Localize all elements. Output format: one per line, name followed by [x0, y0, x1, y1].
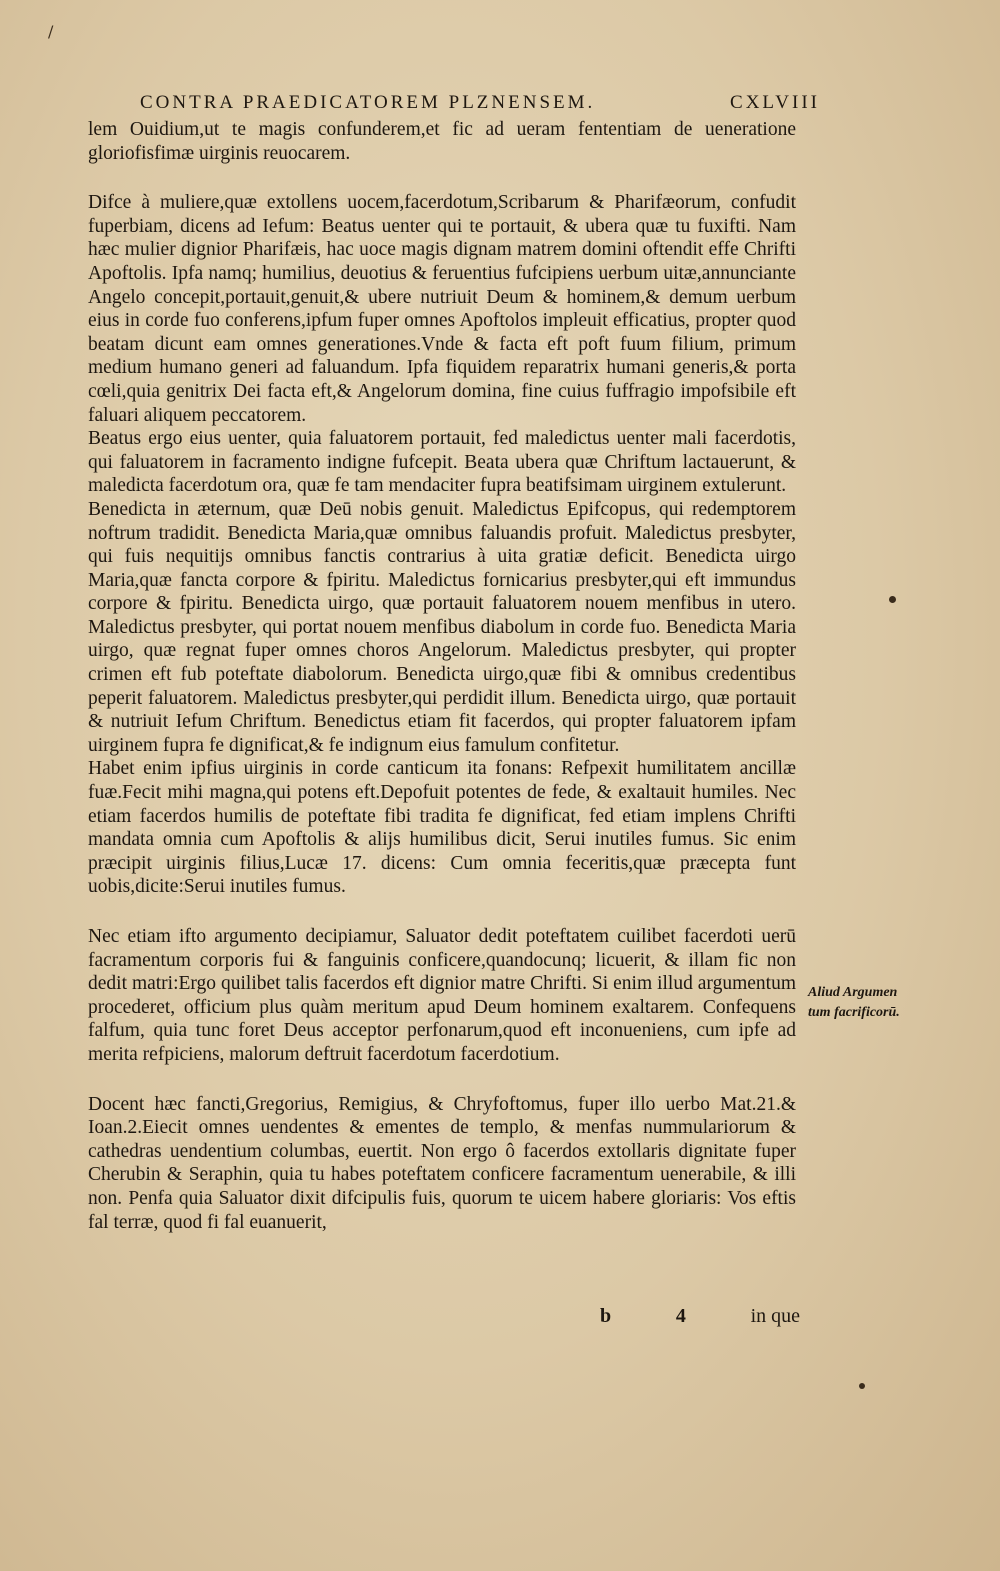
signature-line [600, 1305, 800, 1328]
running-title: CONTRA PRAEDICATOREM PLZNENSEM. [140, 92, 596, 113]
marginal-note-line-2: tum facrificorū. [808, 1005, 900, 1020]
paragraph-6: Nec etiam ifto argumento decipiamur, Saluator dedit poteftatem cuilibet facerdoti uerū facramentum corporis fui & fanguinis conficere,quandocunq; licuerit, & illam fic non dedit matri:Ergo quilibet talis facerdos eft dignior matre Chrifti. Si enim illud argumentum procederet, officium plus quàm meritum apud Deum hominem exaltarem. Confequens falfum, quia tunc foret Deus acceptor perfonarum,quod eft inconueniens, cum ipfe ad merita refpiciens, malorum deftruit facerdotum facerdotium. [88, 926, 796, 1065]
paragraph-2: Difce à muliere,quæ extollens uocem,facerdotum,Scribarum & Pharifæorum, confudit fuperbiam, dicens ad Iefum: Beatus uenter qui te portauit, & ubera quæ tu fuxifti. Nam hæc mulier dignior Pharifæis, hac uoce magis dignam matrem domini oftendit effe Chrifti Apoftolis. Ipfa namq; humilius, deuotius & feruentius fufcipiens uerbum uitæ,annunciante Angelo concepit,portauit,genuit,& ubere nutriuit Deum & hominem,& demum uerbum eius in corde fuo conferens,ipfum fuper omnes Apoftolos impleuit efficatius, propter quod beatam dicunt eam omnes generationes.Vnde & facta eft poft fuum filium, primum medium humano generi ad faluandum. Ipfa fiquidem reparatrix humani generis,& porta cœli,quia genitrix Dei facta eft,& Angelorum domina, fine cuius fuffragio impofsibile eft faluari aliquem peccatorem. [88, 192, 796, 426]
running-header [140, 92, 820, 114]
paragraph-7: Docent hæc fancti,Gregorius, Remigius, & Chryfoftomus, fuper illo uerbo Mat.21.& Ioan.2.Eiecit omnes uendentes & ementes de templo, & menfas nummulariorum & cathedras uendentium columbas, euertit. Non ergo ô facerdos extollaris dignitate fuper Cherubin & Seraphin, quia tu habes poteftatem conficere facramentum uenerabile, & illi non. Penfa quia Saluator dixit difcipulis fuis, quorum te uicem habere gloriaris: Vos eftis fal terræ, quod fi fal euanuerit, [88, 1093, 796, 1233]
paragraph-3: Beatus ergo eius uenter, quia faluatorem portauit, fed maledictus uenter mali facerdotis, qui faluatorem in facramento indigne fufcepit. Beata ubera quæ Chriftum lactauerunt, & maledicta facerdotum ora, quæ fe tam mendaciter fupra beatifsimam uirginem extulerunt. [88, 428, 796, 497]
folio-number: CXLVIII [730, 92, 820, 113]
pencil-mark: / [48, 22, 54, 41]
paragraph-1: lem Ouidium,ut te magis confunderem,et fic ad ueram fententiam de ueneratione gloriofisfimæ uirginis reuocarem. [88, 119, 796, 164]
marginal-note-line-1: Aliud Argumen [808, 985, 898, 1000]
main-text [88, 118, 796, 1234]
ink-speck [859, 1383, 865, 1389]
signature-number: 4 [675, 1305, 686, 1327]
paragraph-5: Habet enim ipfius uirginis in corde canticum ita fonans: Refpexit humilitatem ancillæ fuæ.Fecit mihi magna,qui potens eft.Depofuit potentes de fede, & exaltauit humiles. Nec etiam facerdos humilis de poteftate fibi tradita fe dignificat, fed etiam implens Chrifti mandata omnia cum Apoftolis & alijs humilibus dicit, Serui inutiles fumus. Sic enim præcipit uirginis filius,Lucæ 17. dicens: Cum omnia feceritis,quæ præcepta funt uobis,dicite:Serui inutiles fumus. [88, 758, 796, 898]
signature-mark: b [600, 1305, 612, 1327]
catchword: in que [750, 1305, 800, 1327]
paragraph-4: Benedicta in æternum, quæ Deū nobis genuit. Maledictus Epifcopus, qui redemptorem noftrum tradidit. Benedicta Maria,quæ omnibus faluandis profuit. Maledictus presbyter, qui fuis nequitijs omnibus fanctis contrarius à uita gratiæ deficit. Benedicta uirgo Maria,quæ fancta corpore & fpiritu. Maledictus fornicarius presbyter,qui eft immundus corpore & fpiritu. Benedicta uirgo, quæ portauit faluatorem nouem menfibus in utero. Maledictus presbyter, qui portat nouem menfibus diabolum in corde fuo. Benedicta Maria uirgo, quæ regnat fuper omnes choros Angelorum. Maledictus presbyter, qui propter crimen eft fub poteftate diabolorum. Benedicta uirgo,quæ fibi & omnibus credentibus peperit faluatorem. Maledictus presbyter,qui perdidit illum. Benedicta uirgo, quæ portauit & nutriuit Iefum Chriftum. Benedictus etiam fit facerdos, qui propter faluatorem ipfam uirginem fupra fe dignificat,& fe indignum eius famulum confitetur. [88, 498, 796, 756]
ink-speck [889, 596, 896, 603]
marginal-note [808, 983, 928, 1023]
